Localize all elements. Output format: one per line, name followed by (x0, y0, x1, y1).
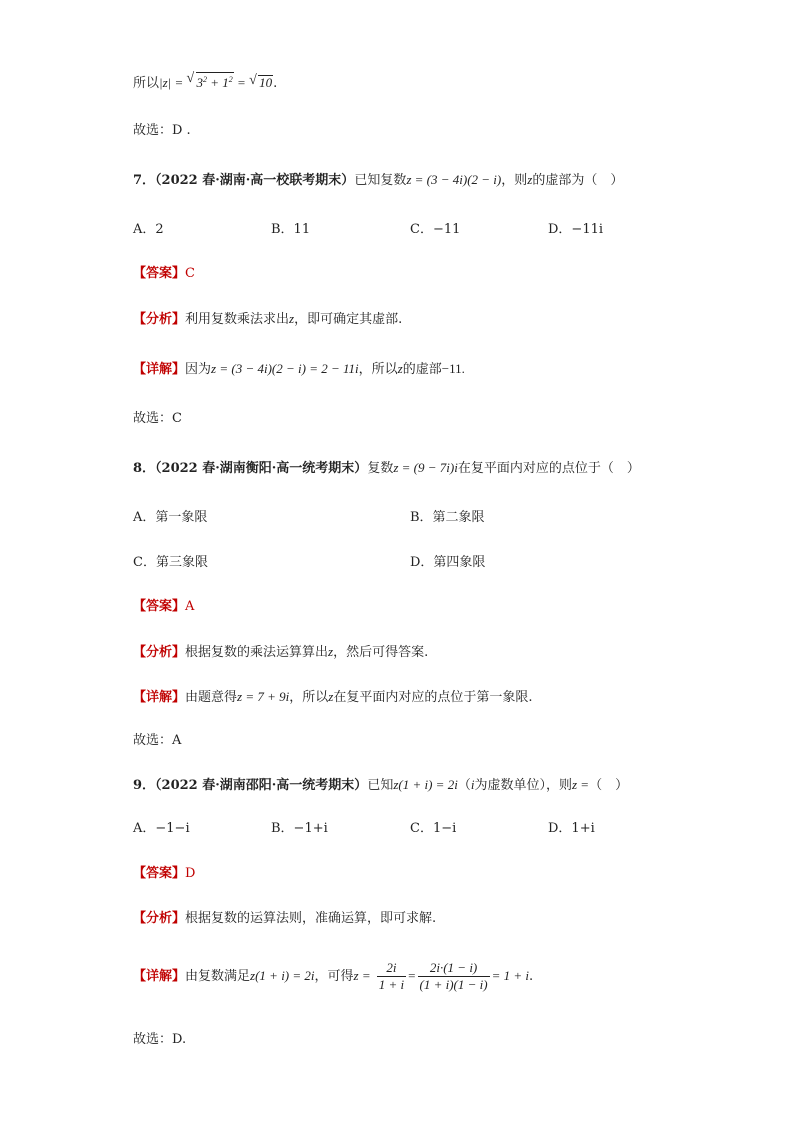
answer-label: 【答案】 (133, 266, 186, 281)
analysis-label: 【分析】 (133, 645, 186, 660)
text: 根据复数的运算法则，准确运算，即可求解. (185, 911, 437, 926)
answer-value: C (185, 266, 195, 281)
formula: z = (3 − 4i)(2 − i) (406, 172, 502, 187)
question-source: （2022 春·湖南·高一校联考期末） (155, 173, 355, 188)
option-a: A．2 (133, 222, 164, 237)
modulus-formula: |z| = √ $3^2 + 1^2$ = √ 10 (159, 71, 273, 90)
detail-label: 【详解】 (133, 690, 186, 705)
text: 所以 (133, 76, 160, 91)
fraction (377, 960, 406, 993)
answer-label: 【答案】 (133, 866, 186, 881)
option-c: C．第三象限 (133, 555, 208, 570)
option-b: B．11 (271, 222, 311, 237)
formula: z(1 + i) = 2i (393, 777, 458, 792)
option-d: D．第四象限 (410, 555, 486, 570)
text: 因为 (185, 362, 212, 377)
detail-label: 【详解】 (133, 362, 186, 377)
numerator: 2i·(1 − i) (418, 960, 490, 977)
detail-label: 【详解】 (133, 969, 186, 984)
question-number: 7． (133, 173, 156, 188)
option-d: D．1+i (548, 821, 595, 836)
text: 在复平面内对应的点位于（ ） (457, 461, 640, 476)
text: ，所以 (289, 690, 329, 705)
option-a: A．−1−i (133, 821, 190, 836)
variable: z (328, 644, 334, 659)
option-c: C．1−i (410, 821, 457, 836)
analysis-label: 【分析】 (133, 312, 186, 327)
option-c: C．−11 (410, 222, 461, 237)
text: 由题意得 (185, 690, 238, 705)
text: 为虚数单位），则 (474, 778, 572, 793)
analysis-line (133, 643, 428, 662)
text: . (529, 969, 534, 984)
option-a: A．第一象限 (133, 510, 208, 525)
answer-line (133, 865, 195, 883)
fraction (418, 960, 490, 993)
denominator: (1 + i)(1 − i) (419, 977, 488, 992)
question-source: （2022 春·湖南衡阳·高一统考期末） (155, 461, 368, 476)
text: ，即可确定其虚部. (294, 312, 403, 327)
answer-line (133, 265, 195, 283)
denominator: 1 + i (378, 977, 405, 992)
analysis-line (133, 910, 436, 928)
question-source: （2022 春·湖南邵阳·高一统考期末） (155, 778, 368, 793)
question-7-stem (133, 171, 623, 190)
question-8-stem (133, 459, 640, 478)
choice-line: 故选：D. (133, 1032, 187, 1047)
formula: z = (571, 777, 590, 792)
text: 已知 (367, 778, 394, 793)
analysis-label: 【分析】 (133, 911, 186, 926)
text: 在复平面内对应的点位于第一象限. (333, 690, 533, 705)
text: ，然后可得答案. (333, 645, 429, 660)
answer-label: 【答案】 (133, 599, 186, 614)
text: 的虚部 (402, 362, 442, 377)
choice-line: 故选：A (133, 733, 182, 748)
text: . (273, 76, 278, 91)
option-b: B．−1+i (271, 821, 328, 836)
variable: i (470, 777, 475, 792)
text: 复数 (367, 461, 394, 476)
variable: z (328, 689, 334, 704)
question-number: 8． (133, 461, 156, 476)
text: ，所以 (358, 362, 398, 377)
option-d: D．−11i (548, 222, 604, 237)
detail-line (133, 360, 465, 379)
formula: z = (9 − 7i)i (393, 460, 458, 475)
formula: z = (3 − 4i)(2 − i) = 2 − 11i (211, 361, 359, 376)
text: 的虚部为（ ） (532, 173, 624, 188)
detail-line: 【详解】由复数满足z(1 + i) = 2i，可得z = $\frac{2i}{1 + i}$ = $\frac{2i\cdot(1 - i)}{(1 + i)(1 - i)}$ = 1 + i. (133, 960, 534, 992)
formula: = 1 + i (491, 968, 530, 983)
analysis-line (133, 310, 402, 329)
text: 已知复数 (354, 173, 407, 188)
formula: z = 7 + 9i (237, 689, 290, 704)
answer-value: D (185, 866, 196, 881)
variable: z (527, 172, 533, 187)
variable: z (289, 311, 295, 326)
question-number: 9． (133, 778, 156, 793)
answer-line (133, 598, 194, 616)
text: 由复数满足 (185, 969, 251, 984)
choice-line: 故选：D . (133, 123, 191, 138)
formula: z(1 + i) = 2i (250, 968, 315, 983)
question-9-stem (133, 776, 628, 795)
numerator: 2i (377, 960, 406, 977)
text: 利用复数乘法求出 (185, 312, 290, 327)
text: 根据复数的乘法运算算出 (185, 645, 329, 660)
variable: z (397, 361, 403, 376)
text: （ ） (589, 778, 629, 793)
text: （ (457, 778, 471, 793)
conclusion-line (133, 72, 277, 93)
text: ，可得 (314, 969, 354, 984)
choice-line: 故选：C (133, 411, 182, 426)
formula: z = (353, 968, 371, 983)
answer-value: A (185, 599, 195, 614)
detail-line (133, 688, 532, 707)
option-b: B．第二象限 (410, 510, 485, 525)
text: ，则 (501, 173, 528, 188)
formula: −11. (441, 361, 465, 376)
